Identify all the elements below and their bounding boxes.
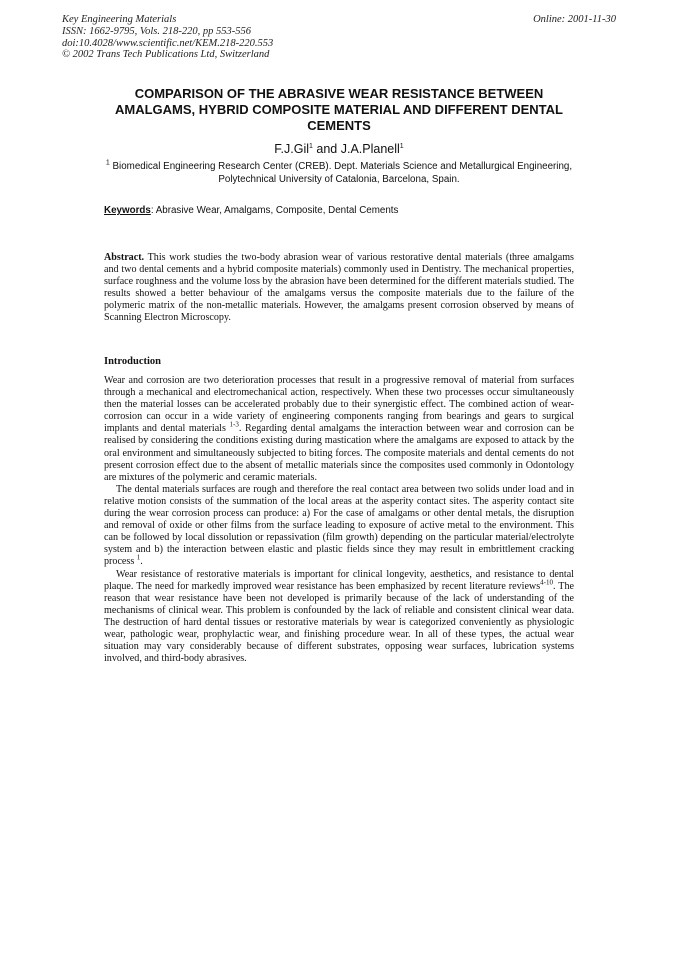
section-heading: Introduction <box>104 356 161 367</box>
paragraph-text: . Regarding dental amalgams the interaction between wear and corrosion can be realised by considering the conditions existing during mastication where the amalgams are exposed to attack by the oral environment and simultaneously subjected to biting forces. The composite materials and dental cements do not present corrosion effect due to the absent of metallic materials since the composites used commonly in Odontology are mixtures of the polymeric and ceramic materials. <box>104 423 575 483</box>
doi-line: doi:10.4028/www.scientific.net/KEM.218-220.553 <box>62 37 274 49</box>
author-affil-mark: 1 <box>309 142 313 150</box>
paper-title: COMPARISON OF THE ABRASIVE WEAR RESISTANCE BETWEEN AMALGAMS, HYBRID COMPOSITE MATERIAL AND DIFFERENT DENTAL CEMENTS <box>114 86 563 133</box>
abstract-label: Abstract. <box>104 252 145 263</box>
keywords <box>104 205 398 216</box>
online-date: Online: 2001-11-30 <box>533 14 616 25</box>
affiliation <box>104 161 574 186</box>
paragraph <box>104 375 574 484</box>
keywords-list: : Abrasive Wear, Amalgams, Composite, Dental Cements <box>150 205 399 216</box>
paragraph-text: . The reason that wear resistance have been not developed is primarily because of the lack of understanding of the mechanisms of clinical wear. This problem is confounded by the lack of reliable and consistent clinical wear data. The destruction of hard dental tissues or restorative materials by wear is categorized conveniently as physiologic wear, pathologic wear, prophylactic wear, and finishing procedure wear. In all of these types, the actual wear situation may vary considerably because of different substrates, opposing wear surfaces, lubrication systems involved, and third-body abrasives. <box>104 580 574 665</box>
introduction-body <box>104 375 574 665</box>
paragraph <box>104 484 574 569</box>
paragraph-text: Wear resistance of restorative materials is important for clinical longevity, aesthetics, and resistance to dental plaque. The need for markedly improved wear resistance has been emphasized by recent literature reviews <box>104 568 574 592</box>
citation: 1 <box>136 554 141 563</box>
author-line <box>104 142 574 156</box>
affiliation-mark: 1 <box>105 159 110 167</box>
affiliation-text: Biomedical Engineering Research Center (CREB). Dept. Materials Science and Metallurgical Engineering, Polytechnical University of Catalonia, Barcelona, Spain. <box>112 161 573 185</box>
citation: 4-10 <box>540 578 553 587</box>
abstract-text: This work studies the two-body abrasion wear of various restorative dental materials (three amalgams and two dental cements and a hybrid composite materials) commonly used in Dentistry. The mechanical properties, surface roughness and the volume loss by the abrasion have been determined for the different materials studied. The results showed a better behaviour of the amalgams versus the composite materials due to the failure of the polymeric matrix of the non-metallic materials. However, the amalgams present corrosion observed by means of Scanning Electron Microscopy. <box>104 252 574 324</box>
abstract <box>104 252 574 325</box>
paragraph-text: Wear and corrosion are two deterioration processes that result in a progressive removal of material from surfaces through a mechanical and electromechanical action, respectively. When these two processes occur simultaneously then the material losses can be accelerated probably due to their synergistic effect. The combined action of wear-corrosion can occur in a wide variety of engineering components ranging from bearings and gears to surgical implants and dental materials <box>104 375 574 435</box>
issn-line: ISSN: 1662-9795, Vols. 218-220, pp 553-556 <box>62 25 251 37</box>
author-affil-mark: 1 <box>399 142 404 150</box>
paragraph <box>104 569 574 666</box>
journal-header <box>62 14 273 61</box>
author-name: J.A.Planell <box>340 142 400 156</box>
keywords-label: Keywords <box>104 205 151 216</box>
copyright-line: © 2002 Trans Tech Publications Ltd, Switzerland <box>62 49 270 61</box>
citation: 1-3 <box>229 421 239 430</box>
paragraph-text: . <box>140 556 143 568</box>
paragraph-text: The dental materials surfaces are rough and therefore the real contact area between two solids under load and in relative motion consists of the summation of the local areas at the asperity contact sites. The asperity contact site during the wear corrosion process can produce: a) For the case of amalgams or other dental metals, the disruption and removal of oxide or other films from the surface leading to exposure of active metal to the environment. This can be followed by local dissolution or repassivation (film growth) depending on the particular material/electrolyte system and b) the interaction between elastic and plastic fields since they may result in embrittlement cracking process <box>104 483 574 568</box>
author-name: F.J.Gil <box>274 142 310 156</box>
journal-name: Key Engineering Materials <box>62 14 177 25</box>
author-conjunction: and <box>312 142 341 156</box>
